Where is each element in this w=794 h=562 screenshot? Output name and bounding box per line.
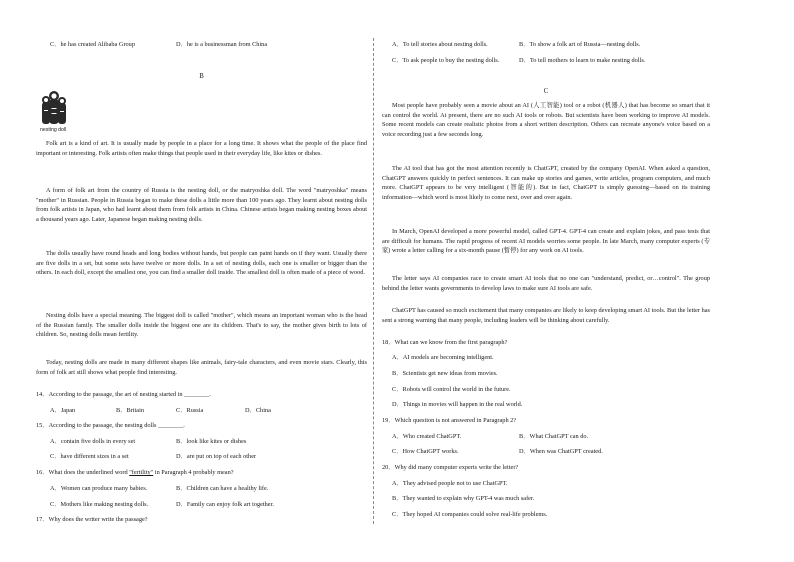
- q16-stem-pre: 16．What does the underlined word: [36, 469, 130, 476]
- q20-option-c[interactable]: C．They hoped AI companies could solve real-life problems.: [392, 511, 548, 518]
- q19-option-a[interactable]: A．Who created ChatGPT.: [392, 433, 462, 440]
- paragraph-b2: A form of folk art from the country of Russia is the nesting doll, or the matryoshka doll. The word "matryoshka" means "mother" in Russian. People in Russia began to make these dolls a little more than 100 years ago. They learnt about nesting dolls from folk artists in Japan, who had learnt about them from folk artists in China. Chinese artists began making nesting boxes about a thousand years ago. Later, Japanese began making nesting dolls.: [36, 187, 367, 223]
- question-16-stem: [36, 468, 234, 478]
- q18-option-a[interactable]: A．AI models are becoming intelligent.: [392, 354, 494, 361]
- q15-option-b[interactable]: B．look like kites or dishes: [176, 438, 247, 445]
- q19-option-b[interactable]: B．What ChatGPT can do.: [519, 433, 589, 440]
- q18-option-c[interactable]: C．Robots will control the world in the future.: [392, 386, 511, 393]
- question-15-stem: 15．According to the passage, the nesting dolls ________.: [36, 422, 185, 429]
- question-18-stem: 18．What can we know from the first paragraph?: [382, 339, 508, 346]
- image-caption: nesting doll: [40, 127, 67, 133]
- paragraph-b3: The dolls usually have round heads and long bodies without hands, but people can paint hands on if they want. Usually there are five dolls in a set, but some sets have twelve or more dolls. In a set of nesting dolls, each one is smaller or bigger than the others. In each doll, except the smallest one, you can find a smaller doll inside. The smallest doll is often made of a piece of wood.: [36, 250, 367, 277]
- top-option-d: D．he is a businessman from China: [176, 41, 268, 48]
- question-19-stem: 19．Which question is not answered in Paragraph 2?: [382, 417, 517, 424]
- q19-option-d[interactable]: D．When was ChatGPT created.: [519, 448, 603, 455]
- q17-option-a[interactable]: A．To tell stories about nesting dolls.: [392, 41, 488, 48]
- paragraph-b4: Nesting dolls have a special meaning. The biggest doll is called "mother", which means an important woman who is the head of the Russian family. The smaller dolls inside the biggest one are its children. That's to say, the mother gives birth to lots of children. So, nesting dolls mean fertility.: [36, 312, 367, 339]
- section-c-heading: C: [543, 88, 549, 95]
- section-b-heading: B: [199, 73, 204, 80]
- paragraph-b1: Folk art is a kind of art. It is usually made by people in a place for a long time. It shows what the people of the place find important or interesting. Folk artists often make things that people used in their everyday life, like kites or dishes.: [36, 140, 367, 157]
- q16-stem-post: in Paragraph 4 probably mean?: [153, 469, 234, 476]
- q14-option-c[interactable]: C．Russia: [176, 407, 204, 414]
- column-divider: [373, 38, 374, 524]
- q18-option-d[interactable]: D．Things in movies will happen in the real world.: [392, 401, 523, 408]
- q16-option-b[interactable]: B．Children can have a healthy life.: [176, 485, 269, 492]
- paragraph-b5: Today, nesting dolls are made in many different shapes like animals, fairy-tale characters, and even movie stars. Clearly, this form of folk art still shows what people find interesting.: [36, 359, 367, 376]
- q17-option-c[interactable]: C．To ask people to buy the nesting dolls.: [392, 57, 500, 64]
- q15-option-c[interactable]: C．have different sizes in a set: [50, 453, 129, 460]
- paragraph-c5: ChatGPT has caused so much excitement that many companies are likely to keep developing smart AI tools. But the letter has sent a strong warning that many people, including leaders will be thinking about carefully.: [382, 307, 710, 324]
- question-17-stem: 17．Why does the writer write the passage?: [36, 516, 148, 523]
- nesting-doll-image: [40, 86, 68, 126]
- q16-underlined-word: "fertility": [129, 469, 154, 476]
- q16-option-c[interactable]: C．Mothers like making nesting dolls.: [50, 501, 149, 508]
- q19-option-c[interactable]: C．How ChatGPT works.: [392, 448, 459, 455]
- top-option-c: C．he has created Alibaba Group: [50, 41, 135, 48]
- q15-option-d[interactable]: D．are put on top of each other: [176, 453, 257, 460]
- q17-option-d[interactable]: D．To tell mothers to learn to make nesting dolls.: [519, 57, 646, 64]
- q20-option-b[interactable]: B．They wanted to explain why GPT-4 was much safer.: [392, 495, 535, 502]
- q14-option-d[interactable]: D．China: [245, 407, 271, 414]
- q18-option-b[interactable]: B．Scientists get new ideas from movies.: [392, 370, 498, 377]
- q15-option-a[interactable]: A．contain five dolls in every set: [50, 438, 136, 445]
- q17-option-b[interactable]: B．To show a folk art of Russia—nesting dolls.: [519, 41, 641, 48]
- paragraph-c1: Most people have probably seen a movie about an AI (人工智能) tool or a robot (机器人) that has become so smart that it can control the world. At present, there are no such AI tools or robots. But scientists have been working to improve AI models. Some recent models can create realistic photos from a short written description. Others can recreate anyone's voice based on a voice recording just a few seconds long.: [382, 102, 710, 138]
- q16-option-d[interactable]: D．Family can enjoy folk art together.: [176, 501, 274, 508]
- paragraph-c2: The AI tool that has got the most attention recently is ChatGPT, created by the company OpenAI. When asked a question, ChatGPT answers quickly in perfect sentences. It can make up stories and games, write articles, program computers, and much more. ChatGPT appears to be very intelligent (智能的). But in fact, ChatGPT is simply guessing—based on its training information—which word is most likely to come next, over and over again.: [382, 165, 710, 201]
- question-20-stem: 20．Why did many computer experts write the letter?: [382, 464, 519, 471]
- q16-option-a[interactable]: A．Women can produce many babies.: [50, 485, 148, 492]
- q14-option-b[interactable]: B．Britain: [116, 407, 144, 414]
- question-14-stem: 14．According to the passage, the art of nesting started in ________.: [36, 391, 211, 398]
- q14-option-a[interactable]: A．Japan: [50, 407, 76, 414]
- q20-option-a[interactable]: A．They advised people not to use ChatGPT.: [392, 480, 508, 487]
- paragraph-c4: The letter says AI companies race to create smart AI tools that no one can "understand, predict, or…control". The group behind the letter wants governments to develop laws to make sure AI tools are safe.: [382, 275, 710, 292]
- paragraph-c3: In March, OpenAI developed a more powerful model, called GPT-4. GPT-4 can create and explain jokes, and pass tests that are difficult for humans. The rapid progress of recent AI models worries some people. In late March, many computer experts (专家) wrote a letter calling for a six-month pause (暂停) for any work on AI tools.: [382, 228, 710, 255]
